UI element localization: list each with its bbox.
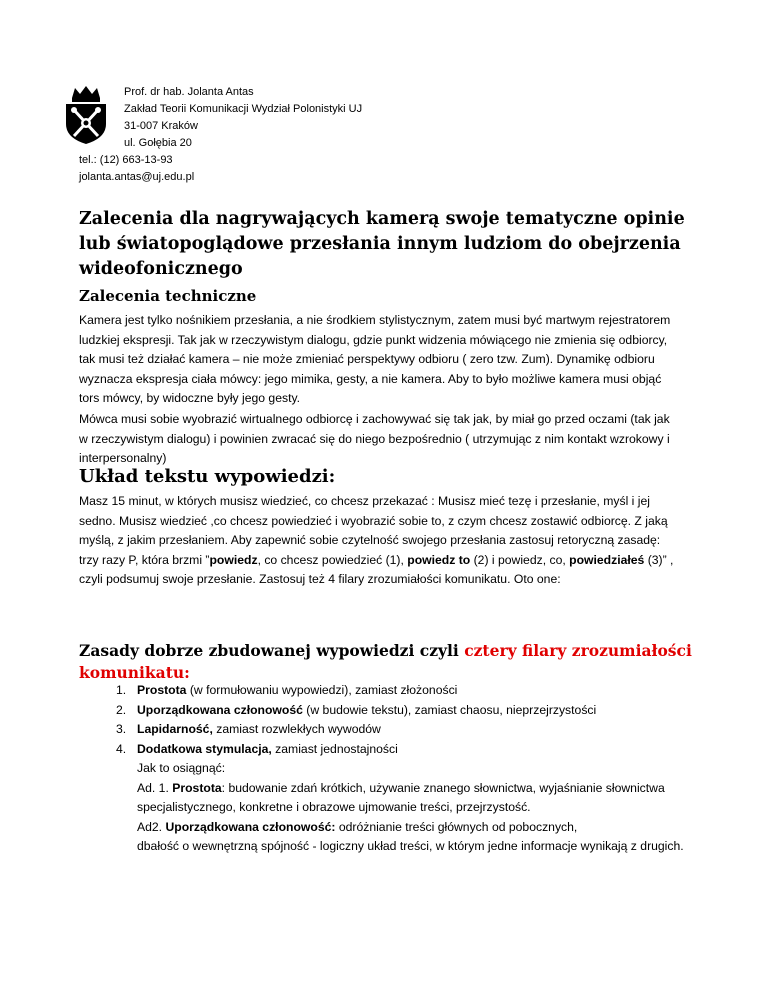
author-name: Prof. dr hab. Jolanta Antas	[124, 86, 254, 98]
layout-heading: Układ tekstu wypowiedzi:	[79, 466, 336, 487]
list-item: 4. Dodatkowa stymulacja, zamiast jednostajności	[116, 741, 398, 756]
uj-crest-icon	[62, 84, 110, 146]
email: jolanta.antas@uj.edu.pl	[79, 171, 195, 183]
ad2-text: Ad2. Uporządkowana członowość: odróżnianie treści głównych od pobocznych,	[137, 819, 578, 834]
layout-paragraph: Masz 15 minut, w których musisz wiedzieć, co chcesz przekazać : Musisz mieć tezę i przesłanie, myśl i jej sedno. Musisz wiedzieć ,co chcesz powiedzieć i wyobrazić sobie to, z czym chcesz zostawić odbiorcę. Z jaką myślą, z jakim przesłaniem. Aby zapewnić sobie czytelność swojego przesłania zastosuj retoryczną zasadę: trzy razy P, która brzmi ”powiedz, co chcesz powiedzieć (1), powiedz to (2) i powiedz, co, powiedziałeś (3)” , czyli podsumuj swoje przesłanie. Zastosuj też 4 filary zrozumiałości komunikatu. Oto one:	[79, 494, 674, 586]
list-item: 1. Prostota (w formułowaniu wypowiedzi), zamiast złożoności	[116, 683, 458, 697]
document-title: Zalecenia dla nagrywających kamerą swoje tematyczne opinie lub światopoglądowe przesłania innym ludziom do obejrzenia wideofonicznego	[79, 209, 685, 279]
street-address: ul. Gołębia 20	[124, 137, 192, 149]
technical-heading: Zalecenia techniczne	[79, 287, 257, 305]
list-item: 2. Uporządkowana członowość (w budowie tekstu), zamiast chaosu, nieprzejrzystości	[116, 702, 597, 717]
ad1-text: Ad. 1. Prostota: budowanie zdań krótkich, używanie znanego słownictwa, wyjaśnianie słownictwa specjalistycznego, konkretne i obrazowe ujmowanie treści, przejrzystość.	[137, 780, 665, 814]
pillars-list	[116, 681, 596, 759]
postal-code: 31-007 Kraków	[124, 120, 198, 132]
phone: tel.: (12) 663-13-93	[79, 154, 173, 166]
pillars-heading: Zasady dobrze zbudowanej wypowiedzi czyli cztery filary zrozumiałości komunikatu:	[79, 641, 692, 682]
ad2-continuation: dbałość o wewnętrzną spójność - logiczny układ treści, w którym jedne informacje wynikają z drugich.	[137, 839, 684, 853]
list-item: 3. Lapidarność, zamiast rozwlekłych wywodów	[116, 722, 381, 736]
technical-paragraph-2: Mówca musi sobie wyobrazić wirtualnego odbiorcę i zachowywać się tak jak, by miał go przed oczami (tak jak w rzeczywistym dialogu) i powinien zwracać się do niego bezpośrednio ( utrzymując z nim kontakt wzrokowy i interpersonalny)	[79, 412, 670, 465]
department: Zakład Teorii Komunikacji Wydział Polonistyki UJ	[124, 103, 363, 115]
how-to-label: Jak to osiągnąć:	[137, 761, 226, 775]
technical-paragraph-1: Kamera jest tylko nośnikiem przesłania, a nie środkiem stylistycznym, zatem musi być martwym rejestratorem ludzkiej ekspresji. Tak jak w rzeczywistym dialogu, gdzie punkt widzenia mówiącego nie zmienia się odbiorcy, tak musi też działać kamera – nie może zmieniać perspektywy odbioru ( zero tzw. Zum). Dynamikę odbioru wyznacza ekspresja ciała mówcy: jego mimika, gesty, a nie kamera. Aby to było możliwe kamera musi objąć tors mówcy, by widoczne były jego gesty.	[79, 313, 671, 405]
how-to-section	[137, 759, 685, 857]
